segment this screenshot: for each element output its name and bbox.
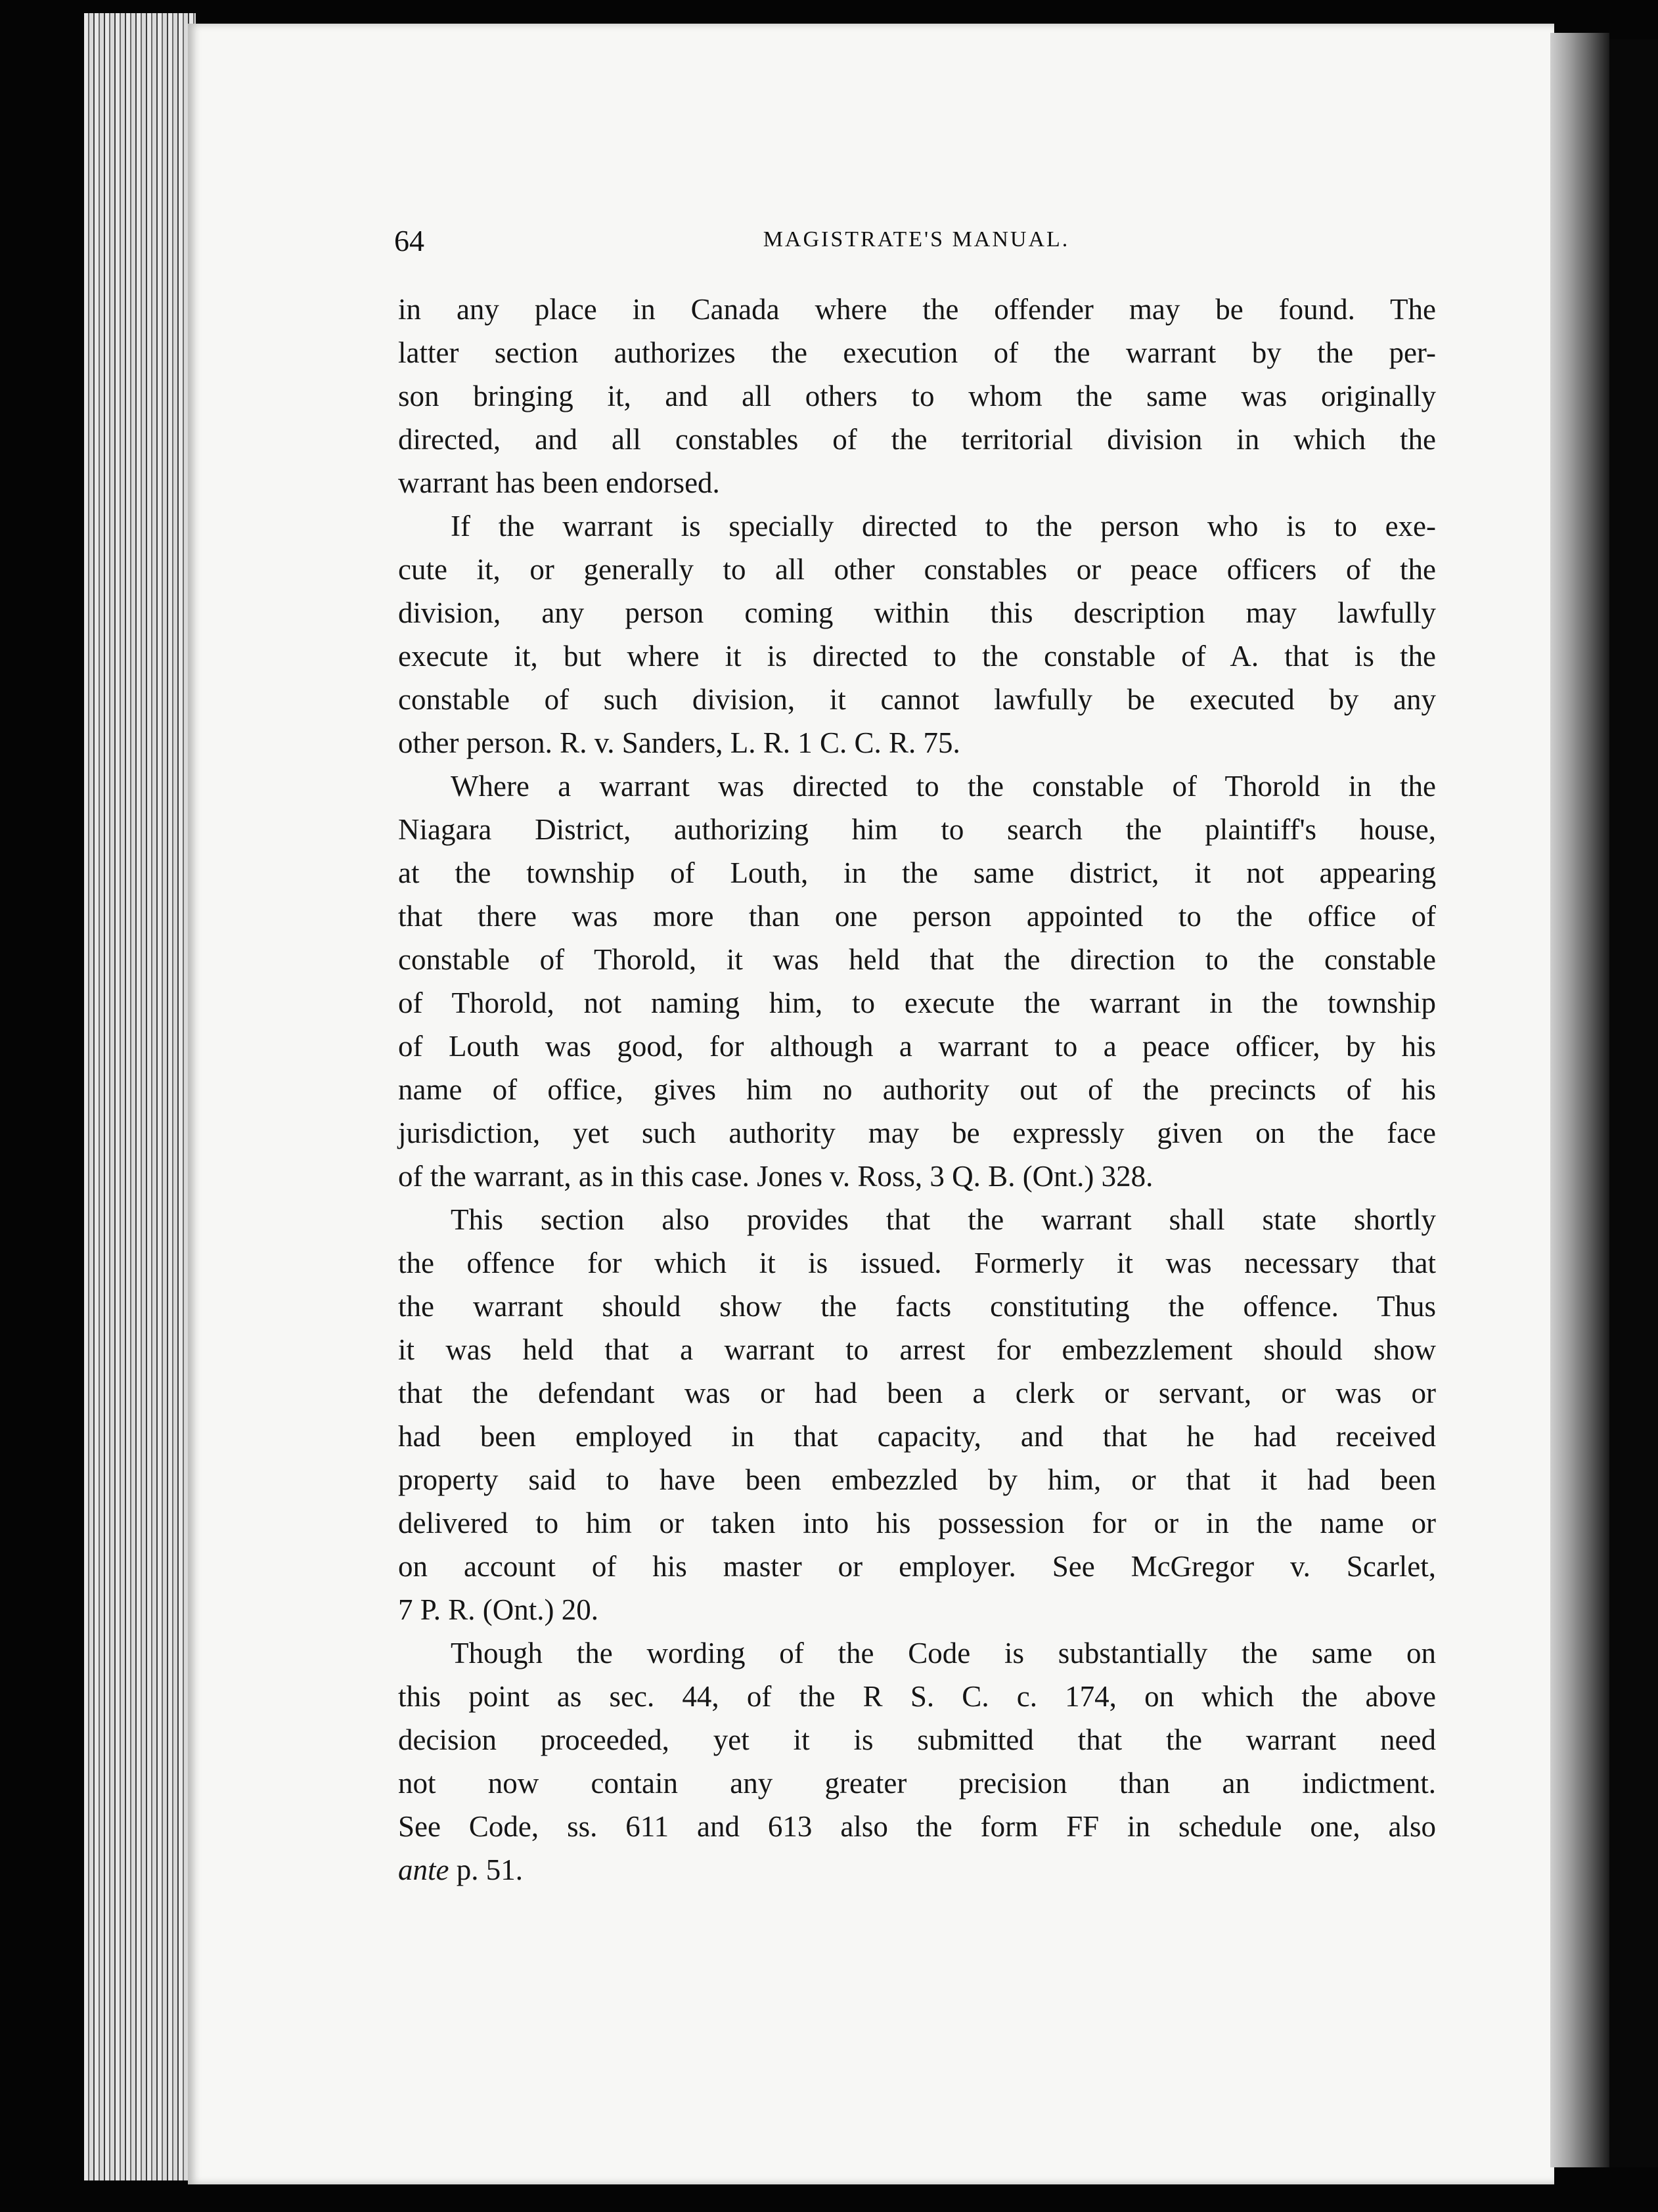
text-line: on account of his master or employer. See McGregor v. Scarlet, xyxy=(398,1550,1436,1583)
text-line: of Louth was good, for although a warrant to a peace officer, by his xyxy=(398,1030,1436,1063)
text-line xyxy=(398,1848,1436,1891)
text-line: of the warrant, as in this case. Jones v. Ross, 3 Q. B. (Ont.) 328. xyxy=(398,1160,1154,1193)
page-number: 64 xyxy=(394,224,424,257)
paragraph xyxy=(398,1198,1436,1631)
text-line: Where a warrant was directed to the constable of Thorold in the xyxy=(451,770,1436,803)
page-body xyxy=(398,288,1436,1891)
page-reference: p. 51. xyxy=(449,1853,523,1886)
facing-page-strip xyxy=(1609,39,1658,2167)
text-line: property said to have been embezzled by him, or that it had been xyxy=(398,1463,1436,1496)
text-line: This section also provides that the warrant shall state shortly xyxy=(451,1203,1436,1236)
text-line: constable of such division, it cannot lawfully be executed by any xyxy=(398,683,1436,716)
text-line: of Thorold, not naming him, to execute the warrant in the township xyxy=(398,986,1436,1019)
text-line: son bringing it, and all others to whom the same was originally xyxy=(398,380,1436,412)
running-title: MAGISTRATE'S MANUAL. xyxy=(763,227,1070,252)
text-line: that there was more than one person appointed to the office of xyxy=(398,900,1436,933)
text-line: warrant has been endorsed. xyxy=(398,466,720,499)
text-line: in any place in Canada where the offender may be found. The xyxy=(398,293,1436,326)
text-line: latter section authorizes the execution of the warrant by the per- xyxy=(398,336,1436,369)
text-line: cute it, or generally to all other constables or peace officers of the xyxy=(398,553,1436,586)
paragraph xyxy=(398,764,1436,1198)
text-line: 7 P. R. (Ont.) 20. xyxy=(398,1593,599,1626)
text-line: other person. R. v. Sanders, L. R. 1 C. C. R. 75. xyxy=(398,726,960,759)
text-line: the offence for which it is issued. Formerly it was necessary that xyxy=(398,1247,1436,1279)
text-line: the warrant should show the facts constituting the offence. Thus xyxy=(398,1290,1436,1323)
paragraph xyxy=(398,504,1436,764)
text-line: name of office, gives him no authority out of the precincts of his xyxy=(398,1073,1436,1106)
text-line: at the township of Louth, in the same district, it not appearing xyxy=(398,856,1436,889)
text-line: it was held that a warrant to arrest for embezzlement should show xyxy=(398,1333,1436,1366)
text-line: had been employed in that capacity, and that he had received xyxy=(398,1420,1436,1453)
text-line: See Code, ss. 611 and 613 also the form FF in schedule one, also xyxy=(398,1810,1436,1843)
text-line: this point as sec. 44, of the R S. C. c. 174, on which the above xyxy=(398,1680,1436,1713)
book-page-edges xyxy=(84,13,196,2180)
text-line: Though the wording of the Code is substantially the same on xyxy=(451,1637,1436,1670)
text-line: execute it, but where it is directed to the constable of A. that is the xyxy=(398,640,1436,673)
text-line: that the defendant was or had been a clerk or servant, or was or xyxy=(398,1377,1436,1409)
text-line: delivered to him or taken into his possession for or in the name or xyxy=(398,1507,1436,1539)
facing-page-curl xyxy=(1550,33,1609,2167)
paragraph xyxy=(398,288,1436,504)
text-line: Niagara District, authorizing him to search the plaintiff's house, xyxy=(398,813,1436,846)
text-line: directed, and all constables of the territorial division in which the xyxy=(398,423,1436,456)
text-line: jurisdiction, yet such authority may be expressly given on the face xyxy=(398,1117,1436,1149)
text-line: constable of Thorold, it was held that the direction to the constable xyxy=(398,943,1436,976)
text-line: decision proceeded, yet it is submitted that the warrant need xyxy=(398,1723,1436,1756)
paragraph xyxy=(398,1631,1436,1891)
text-line: not now contain any greater precision than an indictment. xyxy=(398,1767,1436,1800)
italic-reference: ante xyxy=(398,1853,449,1886)
page-header xyxy=(394,223,1439,263)
text-line: division, any person coming within this description may lawfully xyxy=(398,596,1436,629)
text-line: If the warrant is specially directed to the person who is to exe- xyxy=(451,510,1436,542)
